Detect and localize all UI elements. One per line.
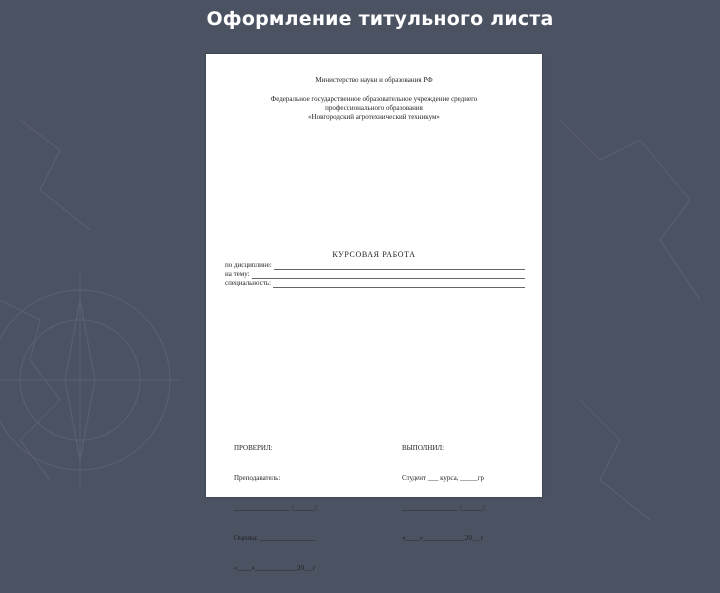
institution-line-1: Федеральное государственное образовательное учреждение среднего bbox=[270, 95, 478, 103]
checked-block bbox=[234, 423, 317, 593]
institution-line-3: «Новгородский агротехнический техникум» bbox=[308, 113, 440, 121]
work-type-heading: КУРСОВАЯ РАБОТА bbox=[332, 250, 416, 259]
checked-date-line: «____»____________20__ г bbox=[234, 564, 316, 572]
student-signature-line: ________________ /______/ bbox=[402, 504, 485, 512]
slide-title: Оформление титульного листа bbox=[206, 8, 554, 30]
title-page-sample bbox=[206, 54, 542, 572]
done-heading: ВЫПОЛНИЛ: bbox=[402, 444, 445, 452]
discipline-underline bbox=[274, 262, 525, 270]
discipline-field bbox=[225, 261, 525, 270]
discipline-label: по дисциплине: bbox=[225, 261, 272, 269]
topic-field bbox=[225, 270, 525, 279]
topic-underline bbox=[252, 271, 525, 279]
teacher-label: Преподаватель: bbox=[234, 474, 281, 482]
institution-line-2: профессионального образования bbox=[325, 104, 423, 112]
grade-line: Оценка: ________________ bbox=[234, 534, 316, 542]
specialty-underline bbox=[273, 280, 525, 288]
done-date-line: «____»____________20__ г bbox=[402, 534, 484, 542]
ministry-line: Министерство науки и образования РФ bbox=[315, 76, 433, 84]
checked-heading: ПРОВЕРИЛ: bbox=[234, 444, 273, 452]
student-label: Студент ___ курса, _____гр bbox=[402, 474, 485, 482]
specialty-label: специальность: bbox=[225, 279, 272, 287]
specialty-field bbox=[225, 279, 525, 288]
teacher-signature-line: ________________ /______/ bbox=[234, 504, 317, 512]
topic-label: на тему: bbox=[225, 270, 250, 278]
done-block bbox=[402, 423, 485, 563]
